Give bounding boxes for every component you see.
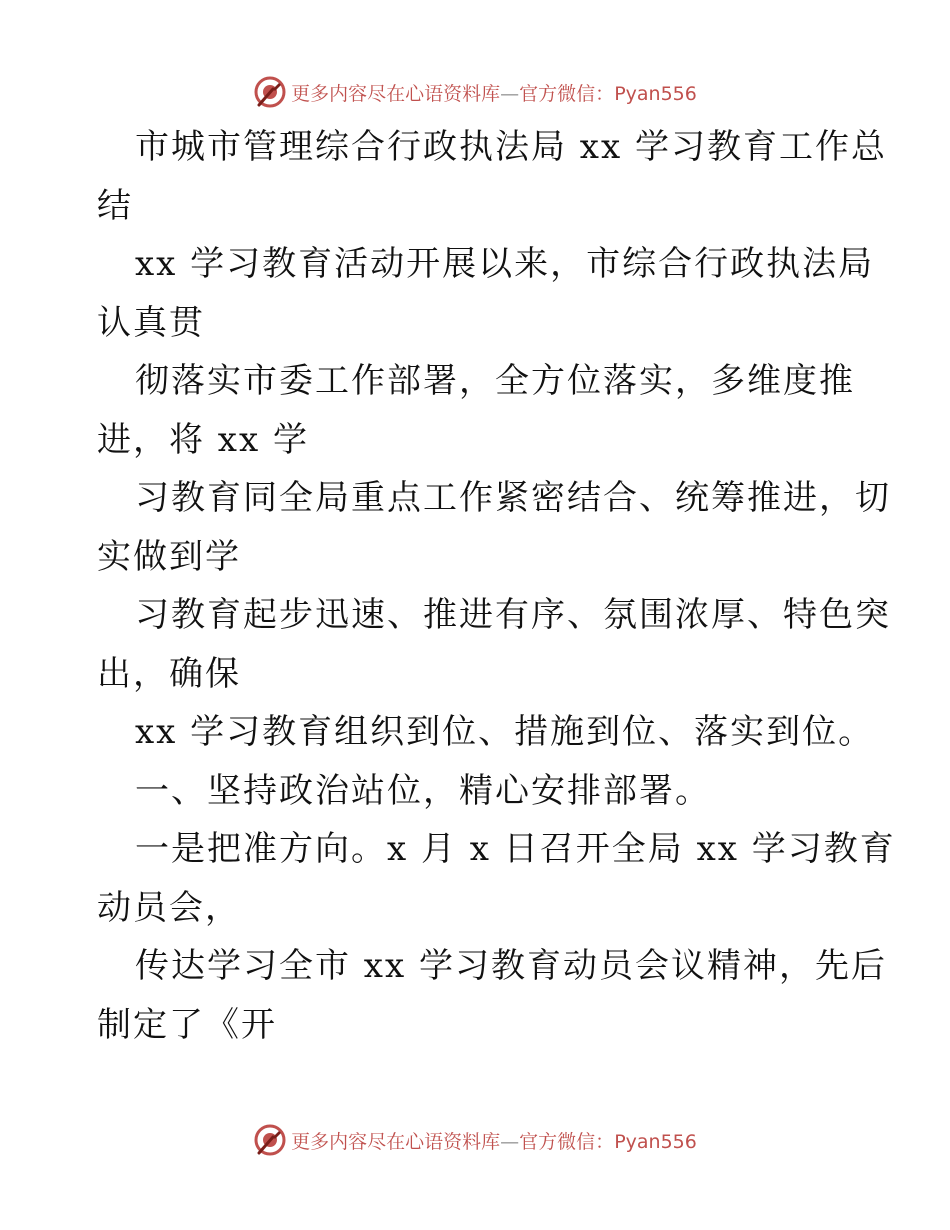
paragraph-line: 传达学习全市 xx 学习教育动员会议精神，先后 (135, 946, 887, 986)
paragraph (97, 820, 896, 937)
watermark-label: 官方微信： (519, 82, 615, 105)
paragraph-line: 彻落实市委工作部署，全方位落实，多维度推 (135, 361, 855, 401)
paragraph-line: 实做到学 (97, 536, 241, 577)
paragraph-line: 出，确保 (97, 653, 241, 694)
paragraph-line: 结 (97, 185, 133, 226)
paragraph (97, 586, 891, 703)
pen-logo-icon (253, 75, 287, 109)
watermark-header (0, 72, 950, 112)
watermark-footer (0, 1120, 950, 1160)
paragraph-line: 动员会， (97, 887, 241, 928)
watermark-text (291, 79, 697, 106)
section-heading (97, 762, 857, 821)
pen-logo-icon (253, 1123, 287, 1157)
paragraph-line: 习教育起步迅速、推进有序、氛围浓厚、特色突 (135, 595, 891, 635)
paragraph (97, 235, 875, 352)
watermark-main: 更多内容尽在心语资料库 (291, 1130, 501, 1153)
paragraph-line: 习教育同全局重点工作紧密结合、统筹推进，切 (135, 478, 891, 518)
paragraph (97, 352, 857, 469)
paragraph-line: 制定了《开 (97, 1004, 277, 1045)
watermark-label: 官方微信： (519, 1130, 615, 1153)
paragraph-line: 市城市管理综合行政执法局 xx 学习教育工作总 (135, 127, 887, 167)
watermark-handle: Pyan556 (614, 1130, 697, 1153)
paragraph-line: xx 学习教育组织到位、措施到位、落实到位。 (135, 712, 875, 752)
paragraph (97, 937, 887, 1054)
paragraph-line: xx 学习教育活动开展以来，市综合行政执法局 (135, 244, 875, 284)
paragraph (97, 469, 891, 586)
watermark-main: 更多内容尽在心语资料库 (291, 82, 501, 105)
watermark-text (291, 1127, 697, 1154)
document-body (97, 118, 896, 1054)
paragraph-line: 一、坚持政治站位，精心安排部署。 (135, 770, 711, 811)
watermark-separator: — (500, 1130, 520, 1153)
paragraph (97, 703, 875, 762)
paragraph-title (97, 118, 887, 235)
watermark-handle: Pyan556 (614, 82, 697, 105)
paragraph-line: 一是把准方向。x 月 x 日召开全局 xx 学习教育 (135, 829, 896, 869)
paragraph-line: 认真贯 (97, 302, 205, 343)
watermark-separator: — (500, 82, 520, 105)
paragraph-line: 进，将 xx 学 (97, 419, 309, 460)
